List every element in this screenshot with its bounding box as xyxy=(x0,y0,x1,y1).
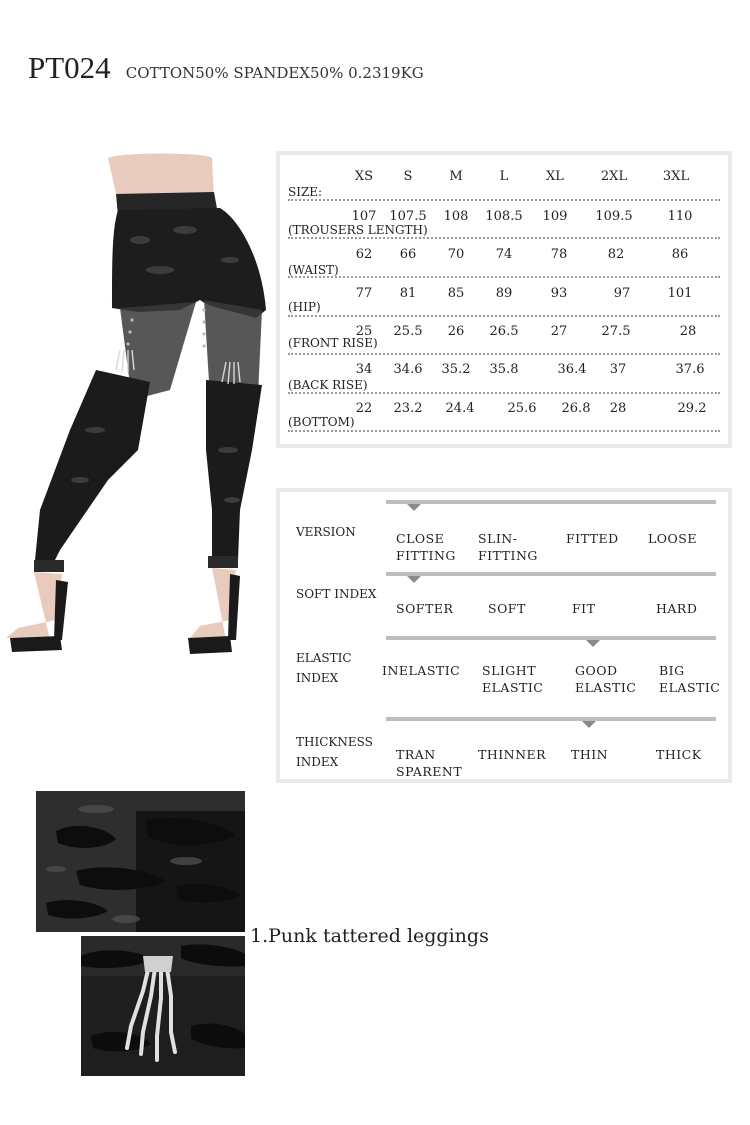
table-cell: 36.4 xyxy=(557,362,587,377)
size-3xl: 3XL xyxy=(662,169,690,184)
index-option: THIN xyxy=(571,747,609,762)
table-row xyxy=(288,201,720,239)
table-cell: 86 xyxy=(671,247,689,262)
size-2xl: 2XL xyxy=(600,169,628,184)
table-cell: 97 xyxy=(613,286,631,301)
index-scale-bar xyxy=(386,717,716,721)
index-option: TRAN SPARENT xyxy=(396,747,463,779)
index-scale-bar xyxy=(386,500,716,504)
table-cell: 62 xyxy=(355,247,373,262)
index-option: FITTED xyxy=(566,531,619,546)
table-cell: 27.5 xyxy=(601,324,631,339)
table-cell: 81 xyxy=(399,286,417,301)
index-name: THICKNESS INDEX xyxy=(296,735,373,769)
size-xs: XS xyxy=(354,169,374,184)
size-m: M xyxy=(449,169,463,184)
skeleton-hand-detail-photo xyxy=(81,936,245,1076)
table-cell: 23.2 xyxy=(393,401,423,416)
selected-marker xyxy=(586,640,600,647)
table-cell: 78 xyxy=(550,247,568,262)
index-option: THICK xyxy=(656,747,702,762)
size-label: SIZE: xyxy=(288,185,323,199)
table-cell: 27 xyxy=(550,324,568,339)
row-label: (FRONT RISE) xyxy=(288,336,378,350)
table-cell: 35.2 xyxy=(441,362,471,377)
table-cell: 24.4 xyxy=(445,401,475,416)
index-option: LOOSE xyxy=(648,531,697,546)
index-scale-bar xyxy=(386,636,716,640)
table-cell: 77 xyxy=(355,286,373,301)
model-photo xyxy=(0,150,272,670)
fabric-index-chart xyxy=(276,488,732,783)
table-cell: 37.6 xyxy=(675,362,705,377)
table-cell: 25.5 xyxy=(393,324,423,339)
table-cell: 28 xyxy=(609,401,627,416)
index-option: HARD xyxy=(656,601,698,616)
index-name: ELASTIC INDEX xyxy=(296,651,352,685)
size-s: S xyxy=(403,169,413,184)
index-option: SLIN- FITTING xyxy=(478,531,538,563)
table-row xyxy=(288,354,720,392)
feature-text: 1.Punk tattered leggings xyxy=(250,925,489,947)
row-label: (HIP) xyxy=(288,300,321,314)
table-row xyxy=(288,316,720,354)
table-cell: 107.5 xyxy=(389,209,427,224)
table-cell: 108 xyxy=(443,209,469,224)
size-xl: XL xyxy=(546,169,564,184)
table-cell: 74 xyxy=(495,247,513,262)
index-option: SOFTER xyxy=(396,601,454,616)
selected-marker xyxy=(407,576,421,583)
table-cell: 110 xyxy=(667,209,693,224)
table-cell: 25.6 xyxy=(507,401,537,416)
row-divider xyxy=(288,430,720,432)
product-title xyxy=(28,50,424,86)
index-option: THINNER xyxy=(478,747,547,762)
row-label: (BACK RISE) xyxy=(288,378,368,392)
index-option: SOFT xyxy=(488,601,526,616)
index-option: INELASTIC xyxy=(382,663,461,678)
table-cell: 107 xyxy=(351,209,377,224)
row-label: (WAIST) xyxy=(288,263,339,277)
table-cell: 109 xyxy=(542,209,568,224)
table-cell: 26 xyxy=(447,324,465,339)
index-option: GOOD ELASTIC xyxy=(575,663,637,695)
table-cell: 25 xyxy=(355,324,373,339)
table-cell: 26.5 xyxy=(489,324,519,339)
table-cell: 37 xyxy=(609,362,627,377)
table-cell: 22 xyxy=(355,401,373,416)
table-cell: 34.6 xyxy=(393,362,423,377)
row-label: (TROUSERS LENGTH) xyxy=(288,223,428,237)
selected-marker xyxy=(582,721,596,728)
index-scale-bar xyxy=(386,572,716,576)
table-row xyxy=(288,393,720,431)
table-cell: 101 xyxy=(667,286,693,301)
index-name: SOFT INDEX xyxy=(296,587,377,601)
table-cell: 66 xyxy=(399,247,417,262)
table-cell: 109.5 xyxy=(595,209,633,224)
selected-marker xyxy=(407,504,421,511)
index-option: BIG ELASTIC xyxy=(659,663,721,695)
size-header-row xyxy=(288,161,720,199)
row-label: (BOTTOM) xyxy=(288,415,355,429)
index-option: FIT xyxy=(572,601,596,616)
table-row xyxy=(288,239,720,277)
table-cell: 89 xyxy=(495,286,513,301)
table-cell: 34 xyxy=(355,362,373,377)
size-l: L xyxy=(499,169,509,184)
table-cell: 85 xyxy=(447,286,465,301)
table-cell: 70 xyxy=(447,247,465,262)
table-cell: 29.2 xyxy=(677,401,707,416)
table-cell: 26.8 xyxy=(561,401,591,416)
table-cell: 93 xyxy=(550,286,568,301)
index-option: SLIGHT ELASTIC xyxy=(482,663,544,695)
table-cell: 28 xyxy=(679,324,697,339)
index-option: CLOSE FITTING xyxy=(396,531,456,563)
table-row xyxy=(288,278,720,316)
size-chart xyxy=(276,151,732,448)
table-cell: 108.5 xyxy=(485,209,523,224)
product-code: PT024 xyxy=(28,50,111,85)
table-cell: 35.8 xyxy=(489,362,519,377)
table-cell: 82 xyxy=(607,247,625,262)
fabric-detail-photo xyxy=(36,791,245,932)
material-spec: COTTON50% SPANDEX50% 0.2319KG xyxy=(125,64,424,82)
index-name: VERSION xyxy=(296,525,356,539)
